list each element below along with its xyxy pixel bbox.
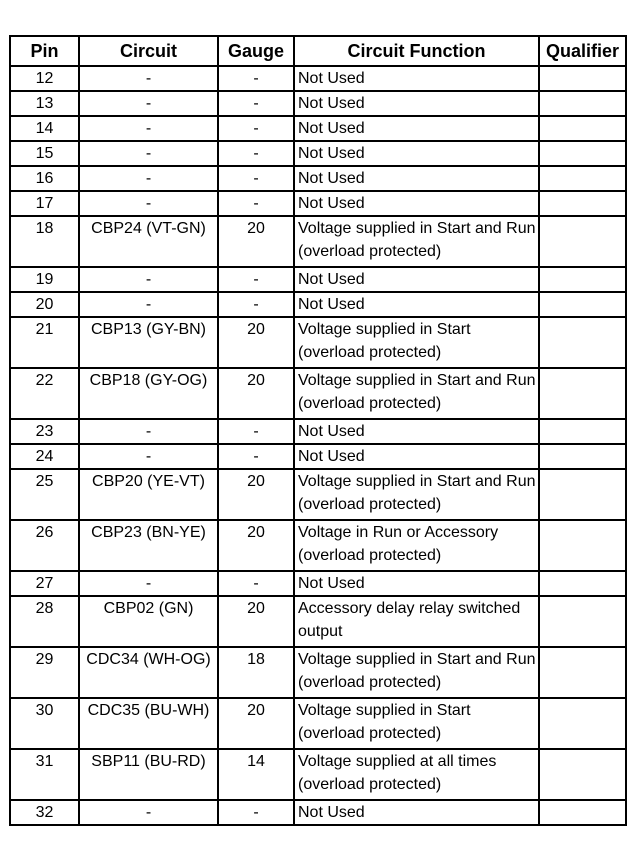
- qualifier-cell: [539, 292, 626, 317]
- table-row: [10, 596, 626, 647]
- function-cell: Voltage supplied in Start and Run (overload protected): [294, 368, 539, 419]
- table-row: [10, 749, 626, 800]
- gauge-cell: -: [218, 166, 294, 191]
- qualifier-cell: [539, 647, 626, 698]
- qualifier-cell: [539, 800, 626, 825]
- table-row: [10, 647, 626, 698]
- table-row: [10, 141, 626, 166]
- circuit-cell: -: [79, 267, 218, 292]
- function-cell: Accessory delay relay switched output: [294, 596, 539, 647]
- gauge-cell: -: [218, 116, 294, 141]
- pin-cell: 15: [10, 141, 79, 166]
- function-cell: Not Used: [294, 571, 539, 596]
- gauge-cell: 18: [218, 647, 294, 698]
- qualifier-cell: [539, 444, 626, 469]
- pin-cell: 28: [10, 596, 79, 647]
- gauge-cell: 20: [218, 216, 294, 267]
- function-cell: Not Used: [294, 141, 539, 166]
- table-row: [10, 520, 626, 571]
- qualifier-cell: [539, 749, 626, 800]
- function-cell: Not Used: [294, 66, 539, 91]
- circuit-cell: SBP11 (BU-RD): [79, 749, 218, 800]
- circuit-cell: CDC34 (WH-OG): [79, 647, 218, 698]
- table-row: [10, 469, 626, 520]
- circuit-cell: -: [79, 191, 218, 216]
- table-row: [10, 191, 626, 216]
- circuit-cell: CBP24 (VT-GN): [79, 216, 218, 267]
- pin-cell: 24: [10, 444, 79, 469]
- circuit-cell: CBP23 (BN-YE): [79, 520, 218, 571]
- table-row: [10, 317, 626, 368]
- pin-cell: 22: [10, 368, 79, 419]
- table-row: [10, 800, 626, 825]
- gauge-cell: -: [218, 292, 294, 317]
- function-cell: Voltage supplied at all times (overload protected): [294, 749, 539, 800]
- function-cell: Not Used: [294, 166, 539, 191]
- pin-cell: 31: [10, 749, 79, 800]
- pin-cell: 17: [10, 191, 79, 216]
- pin-cell: 26: [10, 520, 79, 571]
- table-row: [10, 216, 626, 267]
- circuit-cell: -: [79, 800, 218, 825]
- circuit-cell: -: [79, 292, 218, 317]
- pin-cell: 29: [10, 647, 79, 698]
- circuit-cell: -: [79, 444, 218, 469]
- function-cell: Voltage supplied in Start and Run (overload protected): [294, 469, 539, 520]
- pinout-table: [9, 35, 627, 826]
- gauge-cell: 20: [218, 520, 294, 571]
- pin-cell: 25: [10, 469, 79, 520]
- table-row: [10, 292, 626, 317]
- gauge-cell: -: [218, 419, 294, 444]
- function-cell: Not Used: [294, 191, 539, 216]
- pin-cell: 32: [10, 800, 79, 825]
- table-row: [10, 571, 626, 596]
- circuit-cell: -: [79, 66, 218, 91]
- function-cell: Voltage in Run or Accessory (overload protected): [294, 520, 539, 571]
- pin-cell: 12: [10, 66, 79, 91]
- gauge-cell: -: [218, 267, 294, 292]
- function-cell: Voltage supplied in Start and Run (overload protected): [294, 216, 539, 267]
- pin-cell: 30: [10, 698, 79, 749]
- circuit-cell: -: [79, 571, 218, 596]
- qualifier-cell: [539, 91, 626, 116]
- pin-cell: 23: [10, 419, 79, 444]
- pin-cell: 20: [10, 292, 79, 317]
- qualifier-cell: [539, 141, 626, 166]
- table-row: [10, 166, 626, 191]
- pin-cell: 27: [10, 571, 79, 596]
- header-row: [10, 36, 626, 66]
- gauge-cell: 20: [218, 698, 294, 749]
- pin-cell: 21: [10, 317, 79, 368]
- function-cell: Not Used: [294, 800, 539, 825]
- pin-cell: 13: [10, 91, 79, 116]
- gauge-cell: -: [218, 800, 294, 825]
- table-row: [10, 116, 626, 141]
- circuit-cell: CBP20 (YE-VT): [79, 469, 218, 520]
- pin-cell: 16: [10, 166, 79, 191]
- function-cell: Voltage supplied in Start (overload protected): [294, 317, 539, 368]
- gauge-cell: -: [218, 91, 294, 116]
- gauge-cell: -: [218, 141, 294, 166]
- circuit-cell: -: [79, 166, 218, 191]
- qualifier-cell: [539, 419, 626, 444]
- header-qualifier: Qualifier: [539, 36, 626, 66]
- gauge-cell: -: [218, 66, 294, 91]
- circuit-cell: -: [79, 141, 218, 166]
- qualifier-cell: [539, 520, 626, 571]
- table-row: [10, 267, 626, 292]
- table-row: [10, 91, 626, 116]
- table-row: [10, 698, 626, 749]
- table-row: [10, 368, 626, 419]
- qualifier-cell: [539, 698, 626, 749]
- qualifier-cell: [539, 166, 626, 191]
- pin-cell: 14: [10, 116, 79, 141]
- gauge-cell: 20: [218, 317, 294, 368]
- header-pin: Pin: [10, 36, 79, 66]
- function-cell: Voltage supplied in Start (overload protected): [294, 698, 539, 749]
- table-row: [10, 66, 626, 91]
- circuit-cell: CBP02 (GN): [79, 596, 218, 647]
- qualifier-cell: [539, 191, 626, 216]
- qualifier-cell: [539, 116, 626, 141]
- function-cell: Not Used: [294, 444, 539, 469]
- table-row: [10, 419, 626, 444]
- pin-cell: 18: [10, 216, 79, 267]
- circuit-cell: -: [79, 116, 218, 141]
- qualifier-cell: [539, 317, 626, 368]
- gauge-cell: 20: [218, 368, 294, 419]
- qualifier-cell: [539, 368, 626, 419]
- circuit-cell: -: [79, 91, 218, 116]
- circuit-cell: CBP18 (GY-OG): [79, 368, 218, 419]
- qualifier-cell: [539, 596, 626, 647]
- qualifier-cell: [539, 66, 626, 91]
- circuit-cell: -: [79, 419, 218, 444]
- gauge-cell: 14: [218, 749, 294, 800]
- gauge-cell: -: [218, 191, 294, 216]
- qualifier-cell: [539, 267, 626, 292]
- function-cell: Not Used: [294, 292, 539, 317]
- header-gauge: Gauge: [218, 36, 294, 66]
- gauge-cell: -: [218, 571, 294, 596]
- qualifier-cell: [539, 571, 626, 596]
- function-cell: Voltage supplied in Start and Run (overload protected): [294, 647, 539, 698]
- circuit-cell: CBP13 (GY-BN): [79, 317, 218, 368]
- gauge-cell: 20: [218, 469, 294, 520]
- function-cell: Not Used: [294, 116, 539, 141]
- table-row: [10, 444, 626, 469]
- gauge-cell: 20: [218, 596, 294, 647]
- header-circuit: Circuit: [79, 36, 218, 66]
- gauge-cell: -: [218, 444, 294, 469]
- pin-cell: 19: [10, 267, 79, 292]
- function-cell: Not Used: [294, 419, 539, 444]
- function-cell: Not Used: [294, 267, 539, 292]
- function-cell: Not Used: [294, 91, 539, 116]
- qualifier-cell: [539, 469, 626, 520]
- header-circuit-function: Circuit Function: [294, 36, 539, 66]
- circuit-cell: CDC35 (BU-WH): [79, 698, 218, 749]
- qualifier-cell: [539, 216, 626, 267]
